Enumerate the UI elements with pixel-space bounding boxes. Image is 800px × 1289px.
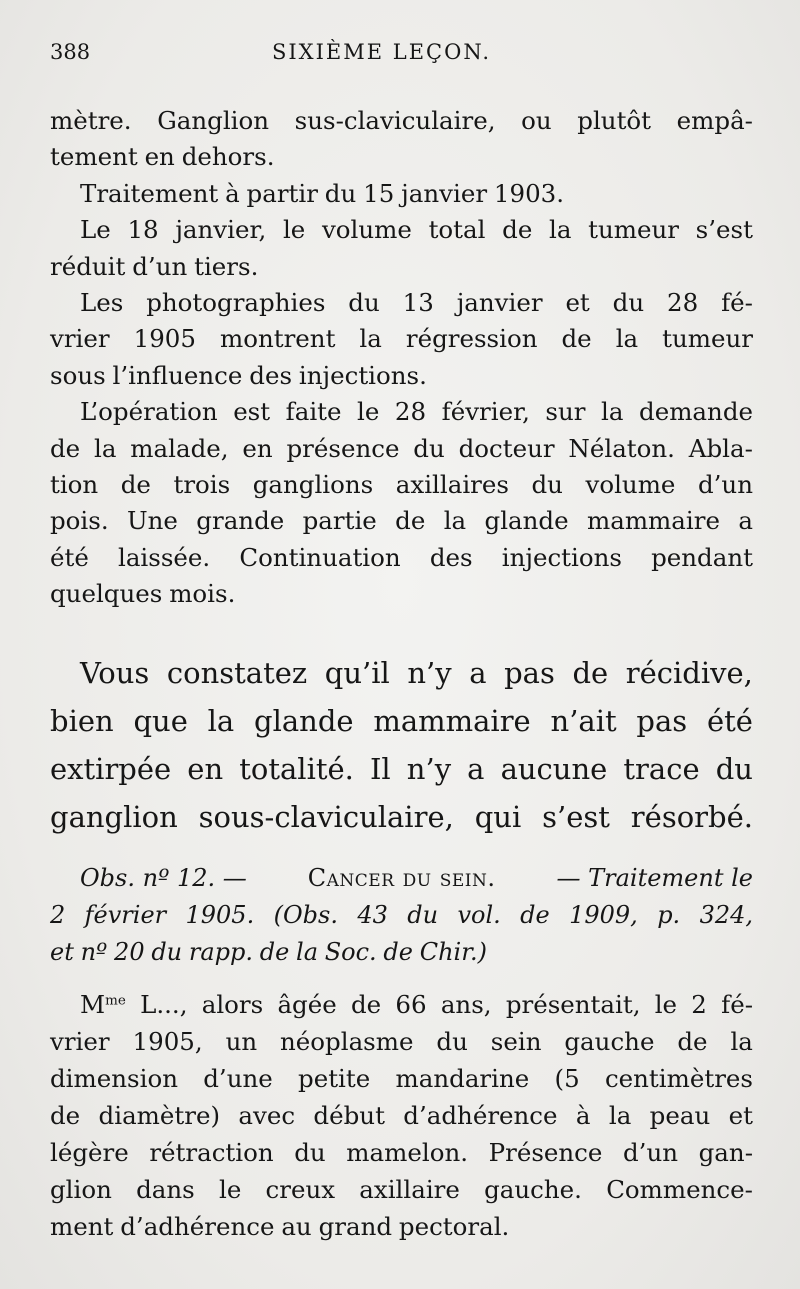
word: 324,	[699, 901, 753, 929]
running-title: SIXIÈME LEÇON.	[272, 40, 492, 64]
word: été	[50, 542, 89, 572]
word: injections.	[298, 360, 427, 390]
word: a	[467, 752, 485, 786]
word: grande	[196, 506, 285, 536]
word: de	[677, 1027, 708, 1056]
word: tiers.	[194, 251, 259, 281]
word: de	[502, 215, 533, 245]
word: axillaire	[359, 1175, 460, 1204]
word: pectoral.	[398, 1212, 510, 1241]
word: (5	[554, 1064, 580, 1093]
observation-treatment: — Traitement le	[556, 864, 753, 892]
word: 1905.	[185, 901, 255, 929]
word: Continuation	[239, 542, 401, 572]
word: résorbé.	[630, 800, 753, 834]
word: pois.	[50, 506, 109, 536]
word: janvier,	[175, 215, 267, 245]
case-description	[50, 986, 753, 1245]
word: est	[233, 397, 271, 427]
text-line	[50, 1023, 753, 1060]
text-line	[50, 139, 753, 175]
word: du	[715, 752, 753, 786]
word: à	[575, 1101, 591, 1130]
word: Il	[369, 752, 391, 786]
word: 1909,	[569, 901, 638, 929]
word: Une	[127, 506, 178, 536]
text-line	[50, 576, 753, 612]
word: 13	[402, 288, 434, 318]
text-line	[50, 503, 753, 539]
word: fé-	[721, 288, 753, 318]
word: dehors.	[181, 142, 275, 172]
word: sous	[50, 360, 106, 390]
word: néoplasme	[280, 1027, 414, 1056]
word: faite	[285, 397, 342, 427]
text-line	[50, 745, 753, 793]
word: du	[151, 938, 183, 966]
word: gan-	[698, 1138, 753, 1167]
word: axillaires	[395, 470, 509, 500]
word: 66	[395, 990, 427, 1019]
word: gauche.	[484, 1175, 582, 1204]
word: la	[615, 324, 639, 354]
word: (Obs.	[273, 901, 338, 929]
word: Abla-	[688, 433, 753, 463]
word: de	[561, 324, 592, 354]
word: n’y	[407, 656, 452, 690]
word: vrier	[50, 324, 110, 354]
word: volume	[321, 215, 412, 245]
observation-line	[50, 860, 753, 897]
word: âgée	[277, 990, 337, 1019]
word: dimension	[50, 1064, 178, 1093]
word: la	[730, 1027, 753, 1056]
case-narrative	[50, 103, 753, 613]
word: 1905	[133, 324, 196, 354]
word: février,	[441, 397, 530, 427]
word: ans,	[440, 990, 492, 1019]
word: tumeur	[662, 324, 753, 354]
word: a	[738, 506, 753, 536]
word: Nélaton.	[568, 433, 675, 463]
word: photographies	[146, 288, 326, 318]
text-line	[50, 431, 753, 467]
word: de	[572, 656, 609, 690]
word: du	[324, 178, 357, 208]
word: creux	[265, 1175, 336, 1204]
word: tumeur	[588, 215, 679, 245]
word: de	[383, 938, 413, 966]
word: partie	[302, 506, 377, 536]
word: le	[357, 397, 380, 427]
word: l’influence	[112, 360, 243, 390]
word: bien	[50, 704, 114, 738]
word: sous-claviculaire,	[198, 800, 454, 834]
text-line	[50, 1134, 753, 1171]
word: sus-claviculaire,	[294, 106, 496, 135]
word: du	[612, 288, 645, 318]
observation-title: Cancer du sein.	[307, 864, 496, 892]
text-line	[50, 1171, 753, 1208]
observation-heading	[50, 860, 753, 971]
word: de	[50, 1101, 81, 1130]
word: s’est	[542, 800, 610, 834]
text-line	[50, 897, 753, 934]
word: en	[144, 142, 175, 172]
word: présence	[286, 433, 400, 463]
text-line	[50, 986, 753, 1023]
word: empâ-	[676, 106, 753, 135]
word: L’opération	[80, 397, 218, 427]
word: Les	[80, 288, 124, 318]
word: Soc.	[324, 938, 377, 966]
word: tion	[50, 470, 99, 500]
word: d’adhérence	[403, 1101, 558, 1130]
word: Présence	[488, 1138, 603, 1167]
word: mamelon.	[346, 1138, 469, 1167]
word: et	[50, 938, 74, 966]
word: trace	[623, 752, 700, 786]
text-line	[50, 649, 753, 697]
word: qu’il	[324, 656, 390, 690]
word: présentait,	[505, 990, 641, 1019]
word: ganglion	[50, 800, 178, 834]
word: glion	[50, 1175, 112, 1204]
word: de	[520, 901, 550, 929]
word: de	[395, 506, 426, 536]
text-line	[50, 1097, 753, 1134]
word: 2	[691, 990, 707, 1019]
text-line	[50, 467, 753, 503]
word: dans	[136, 1175, 195, 1204]
word: réduit	[50, 251, 126, 281]
word: rétraction	[149, 1138, 274, 1167]
word: pas	[636, 704, 688, 738]
text-line	[50, 697, 753, 745]
word: avec	[238, 1101, 296, 1130]
word: laissée.	[117, 542, 211, 572]
text-line	[50, 212, 753, 248]
text-line	[50, 1060, 753, 1097]
word: mandarine	[395, 1064, 530, 1093]
word: en	[187, 752, 224, 786]
text-line	[50, 934, 753, 971]
word: n’y	[406, 752, 452, 786]
word: 28	[667, 288, 699, 318]
word: glande	[484, 506, 569, 536]
word: la	[359, 324, 382, 354]
word: récidive,	[625, 656, 753, 690]
text-line	[50, 285, 753, 321]
word: février	[84, 901, 167, 929]
word: Le	[80, 215, 111, 245]
word: vrier	[50, 1027, 110, 1056]
text-line	[50, 249, 753, 285]
word: et	[728, 1101, 753, 1130]
word: sur	[545, 397, 586, 427]
word: ment	[50, 1212, 114, 1241]
word: des	[429, 542, 473, 572]
word: constatez	[166, 656, 308, 690]
word: glande	[254, 704, 354, 738]
text-line	[50, 540, 753, 576]
word: 43	[357, 901, 388, 929]
word: Commence-	[606, 1175, 753, 1204]
word: p.	[657, 901, 681, 929]
word: Vous	[80, 656, 150, 690]
text-line	[50, 394, 753, 430]
word: malade,	[130, 433, 229, 463]
word: été	[706, 704, 753, 738]
word: de	[350, 990, 382, 1019]
word: grand	[318, 1212, 393, 1241]
word: trois	[173, 470, 231, 500]
word: vol.	[457, 901, 501, 929]
observation-label: Obs. nº 12. —	[80, 864, 247, 892]
word: gauche	[564, 1027, 655, 1056]
word: pas	[504, 656, 555, 690]
word: janvier	[401, 178, 488, 208]
word: partir	[246, 178, 318, 208]
text-line	[50, 793, 753, 841]
word: du	[531, 470, 563, 500]
word: à	[225, 178, 240, 208]
word: du	[348, 288, 380, 318]
word: 20	[114, 938, 145, 966]
word: Chir.)	[419, 938, 488, 966]
word: ganglions	[252, 470, 374, 500]
word: 1905,	[132, 1027, 203, 1056]
word: en	[242, 433, 273, 463]
word: et	[565, 288, 590, 318]
word: 18	[127, 215, 159, 245]
word: janvier	[456, 288, 543, 318]
word: ou	[521, 106, 552, 135]
word: d’un	[623, 1138, 679, 1167]
word: du	[413, 433, 445, 463]
word: d’un	[697, 470, 753, 500]
word: 2	[50, 901, 66, 929]
word: Traitement	[80, 178, 219, 208]
text-line	[50, 358, 753, 394]
word: du	[436, 1027, 468, 1056]
word: début	[313, 1101, 385, 1130]
word: de	[259, 938, 290, 966]
word: quelques	[50, 579, 163, 609]
word: de	[120, 470, 151, 500]
word: mammaire	[373, 704, 531, 738]
word: tement	[50, 142, 138, 172]
word: au	[281, 1212, 312, 1241]
word: docteur	[458, 433, 555, 463]
word: la	[443, 506, 467, 536]
word: fé-	[721, 990, 753, 1019]
word: de	[50, 433, 81, 463]
word: total	[428, 215, 486, 245]
word: du	[294, 1138, 326, 1167]
word: L...,	[140, 990, 188, 1019]
word: volume	[585, 470, 676, 500]
word: 28	[394, 397, 427, 427]
word: plutôt	[577, 106, 652, 135]
word: qui	[474, 800, 522, 834]
word: du	[407, 901, 439, 929]
word: d’un	[132, 251, 188, 281]
word: la	[549, 215, 572, 245]
text-line	[50, 321, 753, 357]
word: mètre.	[50, 106, 132, 135]
word: régression	[405, 324, 538, 354]
word: Ganglion	[157, 106, 270, 135]
word: la	[296, 938, 318, 966]
word: 15	[363, 178, 395, 208]
emphasis-paragraph	[50, 649, 753, 841]
word: centimètres	[604, 1064, 753, 1093]
patient-title: $M^{me}$	[80, 990, 126, 1019]
word: injections	[501, 542, 622, 572]
word: la	[207, 704, 235, 738]
word: montrent	[219, 324, 336, 354]
word: d’une	[203, 1064, 273, 1093]
word: n’ait	[550, 704, 617, 738]
word: totalité.	[239, 752, 354, 786]
word: d’adhérence	[120, 1212, 275, 1241]
word: la	[94, 433, 117, 463]
word: que	[133, 704, 188, 738]
word: peau	[649, 1101, 711, 1130]
word: le	[654, 990, 678, 1019]
word: la	[601, 397, 624, 427]
word: le	[282, 215, 306, 245]
word: la	[608, 1101, 632, 1130]
word: alors	[201, 990, 264, 1019]
page-header	[50, 40, 740, 74]
word: légère	[50, 1138, 129, 1167]
word: demande	[639, 397, 753, 427]
word: pendant	[651, 542, 753, 572]
word: nº	[80, 938, 108, 966]
word: aucune	[500, 752, 608, 786]
word: 1903.	[493, 178, 565, 208]
text-line	[50, 103, 753, 139]
word: extirpée	[50, 752, 172, 786]
word: a	[469, 656, 487, 690]
word: mois.	[169, 579, 236, 609]
word: mammaire	[586, 506, 720, 536]
word: s’est	[695, 215, 753, 245]
text-line	[50, 1208, 753, 1245]
word: un	[225, 1027, 258, 1056]
word: rapp.	[188, 938, 253, 966]
word: diamètre)	[98, 1101, 221, 1130]
word: petite	[298, 1064, 371, 1093]
text-line	[50, 176, 753, 212]
word: le	[218, 1175, 242, 1204]
word: des	[249, 360, 293, 390]
page-number: 388	[50, 40, 91, 64]
word: sein	[490, 1027, 542, 1056]
